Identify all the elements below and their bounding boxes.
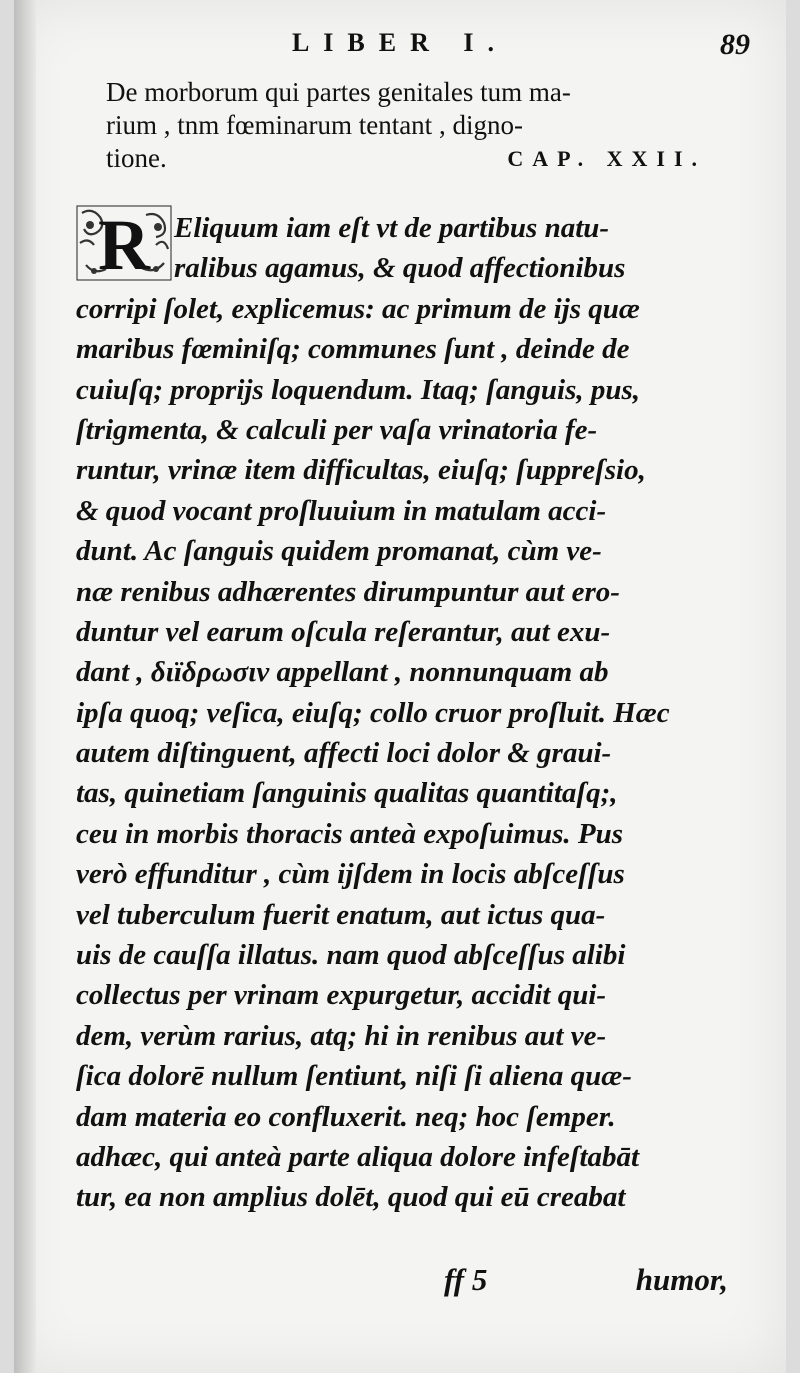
signature-mark: ff 5 (444, 1262, 488, 1297)
heading-line: De morborum qui partes genitales tum ma- (106, 77, 571, 107)
text-line: cuiuſq; proprijs loquendum. Itaq; ſanguis, pus, (76, 373, 641, 406)
text-line: ipſa quoq; veſica, eiuſq; collo cruor proſluit. Hæc (76, 696, 670, 729)
chapter-heading (106, 76, 706, 175)
page-gutter-shadow (14, 0, 36, 1373)
page-footer (14, 1262, 786, 1302)
running-title: LIBER I. (291, 28, 509, 57)
text-line: tas, quinetiam ſanguinis qualitas quantitaſq;, (76, 777, 618, 810)
text-line: adhæc, qui anteà parte aliqua dolore infeſtabāt (76, 1140, 640, 1173)
text-line: verò effunditur , cùm ijſdem in locis abſceſſus (76, 858, 625, 891)
body-text (76, 208, 726, 1218)
text-line: ſica dolorē nullum ſentiunt, niſi ſi aliena quæ- (76, 1060, 632, 1093)
text-line: maribus fœminiſq; communes ſunt , deinde de (76, 333, 630, 366)
catchword: humor, (635, 1262, 728, 1297)
text-line: corripi ſolet, explicemus: ac primum de ijs quæ (76, 292, 640, 325)
text-line: autem diſtinguent, affecti loci dolor & graui- (76, 737, 612, 770)
text-line: dunt. Ac ſanguis quidem promanat, cùm ve- (76, 535, 602, 568)
text-line: Eliquum iam eſt vt de partibus natu- (174, 212, 610, 244)
text-line: dant , διϊδρωσιν appellant , nonnunquam ab (76, 656, 609, 689)
heading-line: rium , tnm fœminarum tentant , digno- (106, 110, 523, 140)
chapter-number: CAP. XXII. (507, 146, 706, 171)
text-line: runtur, vrinæ item difficultas, eiuſq; ſuppreſsio, (76, 454, 646, 487)
text-line: dam materia eo confluxerit. neq; hoc ſemper. (76, 1100, 616, 1133)
heading-cap-line (106, 142, 706, 175)
text-line: & quod vocant proſluuium in matulam acci- (76, 494, 607, 527)
heading-line-end: tione. (106, 143, 167, 173)
text-line: uis de cauſſa illatus. nam quod abſceſſus alibi (76, 939, 626, 972)
text-line: ceu in morbis thoracis anteà expoſuimus. Pus (76, 817, 624, 850)
text-line: ralibus agamus, & quod affectionibus (174, 252, 626, 285)
text-line: næ renibus adhærentes dirumpuntur aut ero- (76, 575, 620, 608)
book-page (14, 0, 786, 1373)
text-line: dem, verùm rarius, atq; hi in renibus aut ve- (76, 1019, 607, 1052)
text-line: vel tuberculum fuerit enatum, aut ictus qua- (76, 898, 606, 931)
text-line: tur, ea non amplius dolēt, quod qui eū creabat (76, 1181, 626, 1214)
page-number: 89 (720, 28, 750, 61)
text-line: duntur vel earum oſcula reſerantur, aut exu- (76, 615, 611, 648)
text-line: ſtrigmenta, & calculi per vaſa vrinatoria fe- (76, 413, 598, 446)
text-line: collectus per vrinam expurgetur, accidit qui- (76, 979, 607, 1012)
svg-text:R: R (98, 205, 150, 281)
